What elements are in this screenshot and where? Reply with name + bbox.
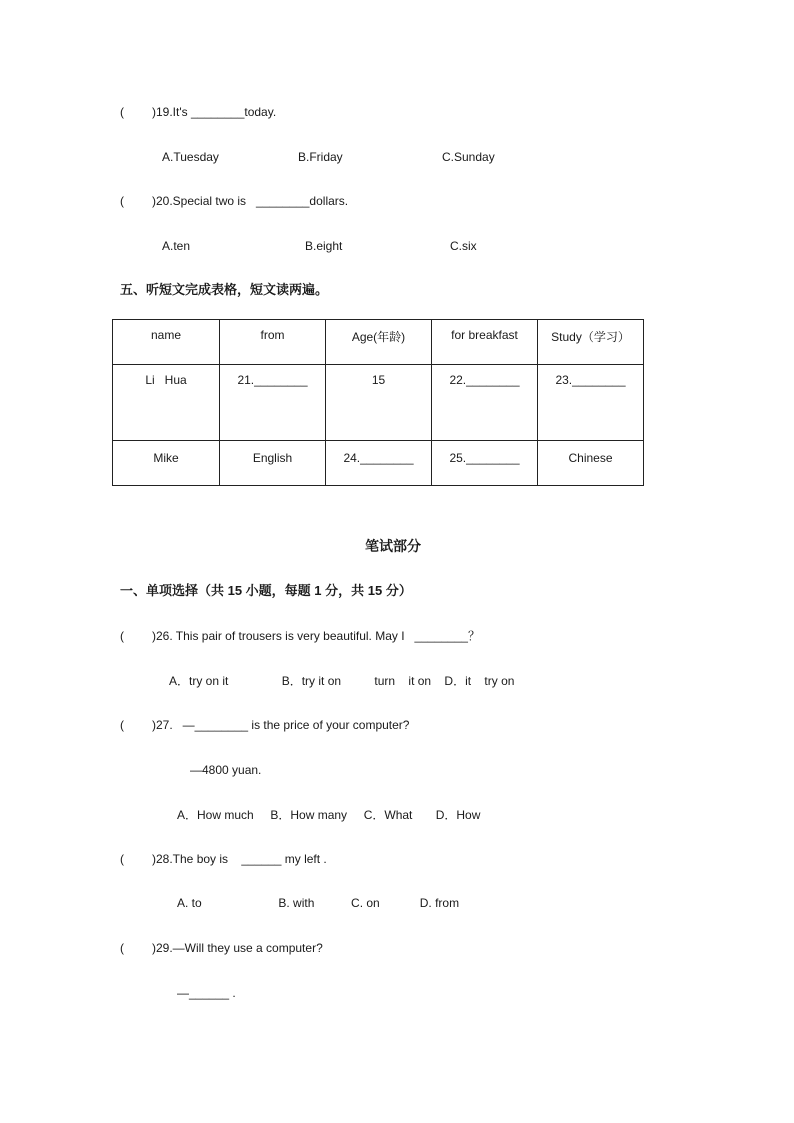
answer-paren: ( [120,629,124,643]
question-19: )19.It's ________today. [152,105,277,119]
options-line: A．try on it B．try it on turn it on D．it try on [169,674,515,688]
table-cell: Li Hua [113,365,220,441]
answer-paren: ( [120,941,124,955]
option-c: C.Sunday [442,150,495,164]
options-line: A．How much B．How many C．What D．How [177,808,481,822]
table-cell: 23.________ [538,365,644,441]
table-cell: 15 [326,365,432,441]
table-row [113,441,644,486]
dialogue-answer: —4800 yuan. [190,763,262,777]
header-cell: name [113,320,220,365]
header-cell: for breakfast [432,320,538,365]
table-row [113,365,644,441]
question-20: )20.Special two is ________dollars. [152,194,349,208]
section-heading: 五、听短文完成表格，短文读两遍。 [120,282,329,297]
table-header-row [113,320,644,365]
option-c: C.six [450,239,477,253]
question-26: )26. This pair of trousers is very beautiful. May I ________？ [152,629,480,643]
header-cell: Study（学习） [538,320,644,365]
option-a: A.Tuesday [162,150,219,164]
written-part-title: 笔试部分 [365,538,421,554]
table-cell: 24.________ [326,441,432,486]
options-line: A. to B. with C. on D. from [177,896,460,910]
table-cell: English [220,441,326,486]
answer-paren: ( [120,852,124,866]
question-28: )28.The boy is ______ my left . [152,852,327,866]
header-cell: Age(年龄) [326,320,432,365]
table-cell: 21.________ [220,365,326,441]
option-b: B.Friday [298,150,343,164]
question-29: )29.—Will they use a computer? [152,941,323,955]
table-cell: Mike [113,441,220,486]
question-27: )27. —________ is the price of your computer? [152,718,410,732]
answer-paren: ( [120,194,124,208]
section-heading: 一、单项选择（共 15 小题，每题 1 分，共 15 分） [120,583,412,598]
dialogue-answer: —______ . [177,986,236,1000]
listening-table [112,319,644,486]
answer-paren: ( [120,105,124,119]
option-a: A.ten [162,239,191,253]
table-cell: 22.________ [432,365,538,441]
answer-paren: ( [120,718,124,732]
header-cell: from [220,320,326,365]
table-cell: Chinese [538,441,644,486]
option-b: B.eight [305,239,343,253]
table-cell: 25.________ [432,441,538,486]
